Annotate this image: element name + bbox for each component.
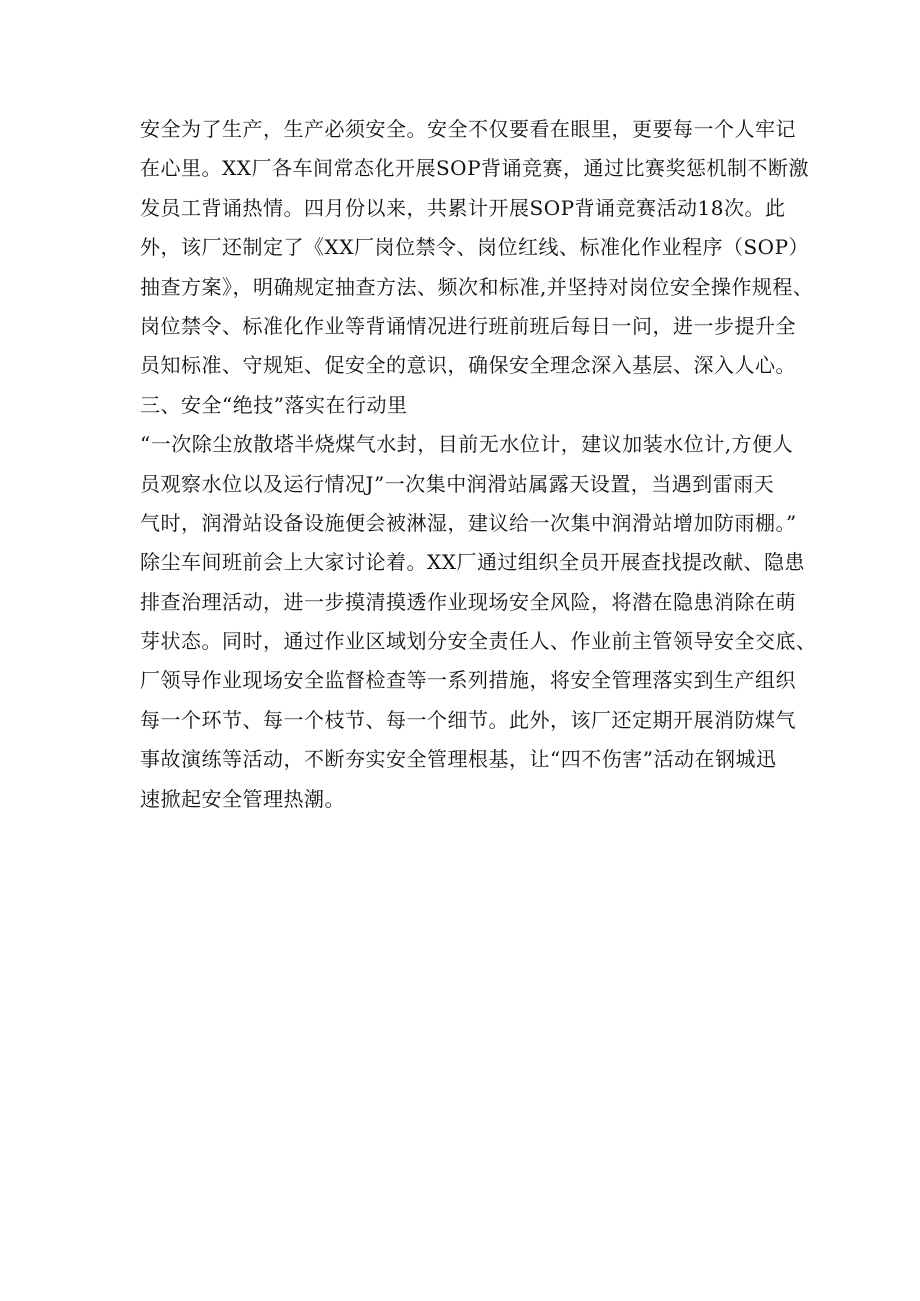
paragraph-1 [140,110,814,386]
paragraph-line: 事故演练等活动，不断夯实安全管理根基，让“四不伤害”活动在钢城迅 [140,747,777,772]
paragraph-line: 安全为了生产，生产必须安全。安全不仅要看在眼里，更要每一个人牢记 [140,117,796,141]
paragraph-line: 速掀起安全管理热潮。 [140,786,345,811]
paragraph-line: 抽查方案》，明确规定抽查方法、频次和标准,并坚持对岗位安全操作规程、 [140,274,814,299]
paragraph-2 [140,425,817,819]
paragraph-line: 在心里。XX厂各车间常态化开展SOP背诵竞赛，通过比赛奖惩机制不断激 [140,156,810,181]
document-body [140,110,817,819]
paragraph-line: 外，该厂还制定了《XX厂岗位禁令、岗位红线、标准化作业程序（SOP） [140,235,810,260]
paragraph-line: 岗位禁令、标准化作业等背诵情况进行班前班后每日一问，进一步提升全 [140,313,796,338]
paragraph-line: 厂领导作业现场安全监督检查等一系列措施，将安全管理落实到生产组织 [140,668,796,693]
paragraph-line: 员知标准、守规矩、促安全的意识，确保安全理念深入基层、深入人心。 [140,353,796,378]
section-heading: 三、安全“绝技”落实在行动里 [140,392,408,417]
paragraph-line: 每一个环节、每一个枝节、每一个细节。此外，该厂还定期开展消防煤气 [140,707,796,732]
paragraph-line: 除尘车间班前会上大家讨论着。XX厂通过组织全员开展查找提改献、隐患 [140,550,805,575]
paragraph-line: 气时，润滑站设备设施便会被淋湿，建议给一次集中润滑站增加防雨棚。” [140,510,797,535]
paragraph-line: 发员工背诵热情。四月份以来，共累计开展SOP背诵竞赛活动18次。此 [140,195,786,220]
paragraph-line: 员观察水位以及运行情况J”一次集中润滑站属露天设置，当遇到雷雨天 [140,471,775,496]
paragraph-line: 排查治理活动，进一步摸清摸透作业现场安全风险，将潜在隐患消除在萌 [140,589,796,614]
paragraph-line: 芽状态。同时，通过作业区域划分安全责任人、作业前主管领导安全交底、 [140,629,817,654]
paragraph-line: “一次除尘放散塔半烧煤气水封，目前无水位计，建议加装水位计,方便人 [140,432,794,457]
